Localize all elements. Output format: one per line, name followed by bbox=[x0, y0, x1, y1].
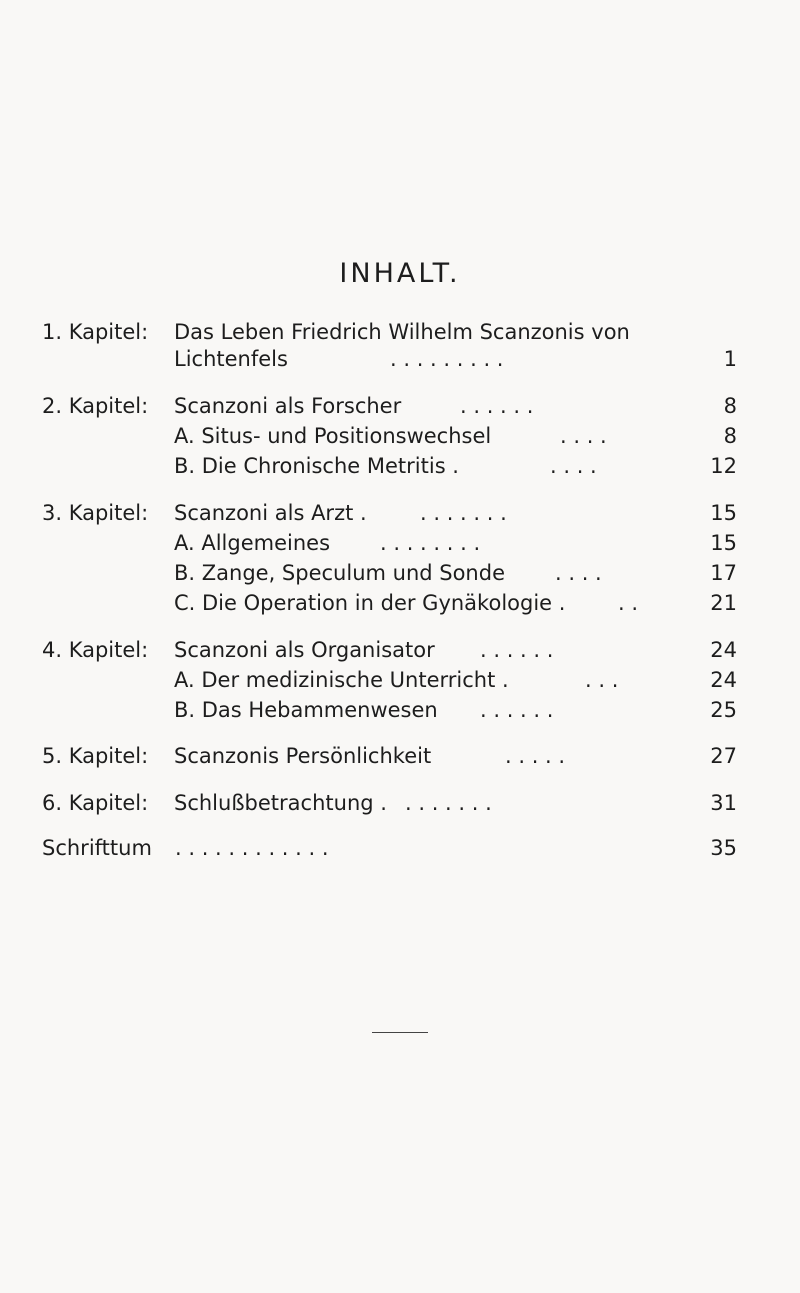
toc-row bbox=[0, 664, 800, 696]
toc-entry-title: Scanzoni als Organisator bbox=[174, 638, 435, 662]
toc-leader-dots: . . . . . . bbox=[480, 638, 554, 662]
toc-leader-dots: . . . . bbox=[555, 561, 602, 585]
toc-row bbox=[0, 497, 800, 529]
toc-entry-title: Scanzonis Persönlichkeit bbox=[174, 744, 432, 768]
toc-row bbox=[0, 694, 800, 726]
toc-leader-dots: . . . . bbox=[550, 454, 597, 478]
toc-entry-title: Lichtenfels bbox=[174, 347, 288, 371]
toc-row bbox=[0, 557, 800, 589]
toc-leader-dots: . . bbox=[618, 591, 639, 615]
toc-row bbox=[0, 420, 800, 452]
toc-leader-dots: . . . . . . . . . . . . bbox=[175, 836, 329, 860]
toc-leader-dots: . . . . . . bbox=[480, 698, 554, 722]
toc-row bbox=[0, 587, 800, 619]
toc-leader-dots: . . . . bbox=[560, 424, 607, 448]
toc-chapter-label: 3. Kapitel: bbox=[42, 501, 149, 525]
toc-entry-title: B. Das Hebammenwesen bbox=[174, 698, 438, 722]
toc-page-number: 8 bbox=[723, 424, 737, 448]
closing-rule bbox=[372, 1032, 428, 1033]
toc-chapter-label: Schrifttum bbox=[42, 836, 152, 860]
toc-page-number: 17 bbox=[710, 561, 737, 585]
toc-entry-title: Scanzoni als Forscher bbox=[174, 394, 402, 418]
toc-row bbox=[0, 787, 800, 819]
toc-page-number: 1 bbox=[723, 347, 737, 371]
toc-leader-dots: . . . . . bbox=[505, 744, 566, 768]
toc-page-number: 31 bbox=[710, 791, 737, 815]
toc-row bbox=[0, 450, 800, 482]
toc-page-number: 24 bbox=[710, 638, 737, 662]
toc-leader-dots: . . . . . . . . bbox=[380, 531, 481, 555]
toc-entry-title: B. Zange, Speculum und Sonde bbox=[174, 561, 505, 585]
toc-entry-title: Das Leben Friedrich Wilhelm Scanzonis von bbox=[174, 320, 630, 344]
toc-entry-title: C. Die Operation in der Gynäkologie . bbox=[174, 591, 566, 615]
toc-leader-dots: . . . . . . . . . bbox=[390, 347, 504, 371]
toc-page-number: 8 bbox=[723, 394, 737, 418]
toc-chapter-label: 5. Kapitel: bbox=[42, 744, 149, 768]
toc-row bbox=[0, 343, 800, 375]
toc-leader-dots: . . . bbox=[585, 668, 619, 692]
toc-row bbox=[0, 390, 800, 422]
toc-leader-dots: . . . . . . . bbox=[420, 501, 507, 525]
toc-chapter-label: 6. Kapitel: bbox=[42, 791, 149, 815]
toc-page-number: 12 bbox=[710, 454, 737, 478]
toc-page-number: 15 bbox=[710, 501, 737, 525]
toc-row bbox=[0, 527, 800, 559]
page-title: INHALT. bbox=[339, 258, 461, 289]
toc-entry-title: A. Allgemeines bbox=[174, 531, 331, 555]
toc-entry-title: B. Die Chronische Metritis . bbox=[174, 454, 459, 478]
toc-entry-title: A. Der medizinische Unterricht . bbox=[174, 668, 509, 692]
toc-page-number: 25 bbox=[710, 698, 737, 722]
toc-entry-title: A. Situs- und Positionswechsel bbox=[174, 424, 492, 448]
toc-page-number: 21 bbox=[710, 591, 737, 615]
toc-row bbox=[0, 740, 800, 772]
toc-leader-dots: . . . . . . bbox=[460, 394, 534, 418]
toc-chapter-label: 2. Kapitel: bbox=[42, 394, 149, 418]
toc-page-number: 24 bbox=[710, 668, 737, 692]
toc-page-number: 35 bbox=[710, 836, 737, 860]
toc-entry-title: Scanzoni als Arzt . bbox=[174, 501, 367, 525]
toc-page-number: 15 bbox=[710, 531, 737, 555]
toc-chapter-label: 4. Kapitel: bbox=[42, 638, 149, 662]
toc-chapter-label: 1. Kapitel: bbox=[42, 320, 149, 344]
toc-leader-dots: . . . . . . . bbox=[405, 791, 492, 815]
toc-row bbox=[0, 832, 800, 864]
toc-row bbox=[0, 634, 800, 666]
toc-page-number: 27 bbox=[710, 744, 737, 768]
toc-entry-title: Schlußbetrachtung . bbox=[174, 791, 387, 815]
